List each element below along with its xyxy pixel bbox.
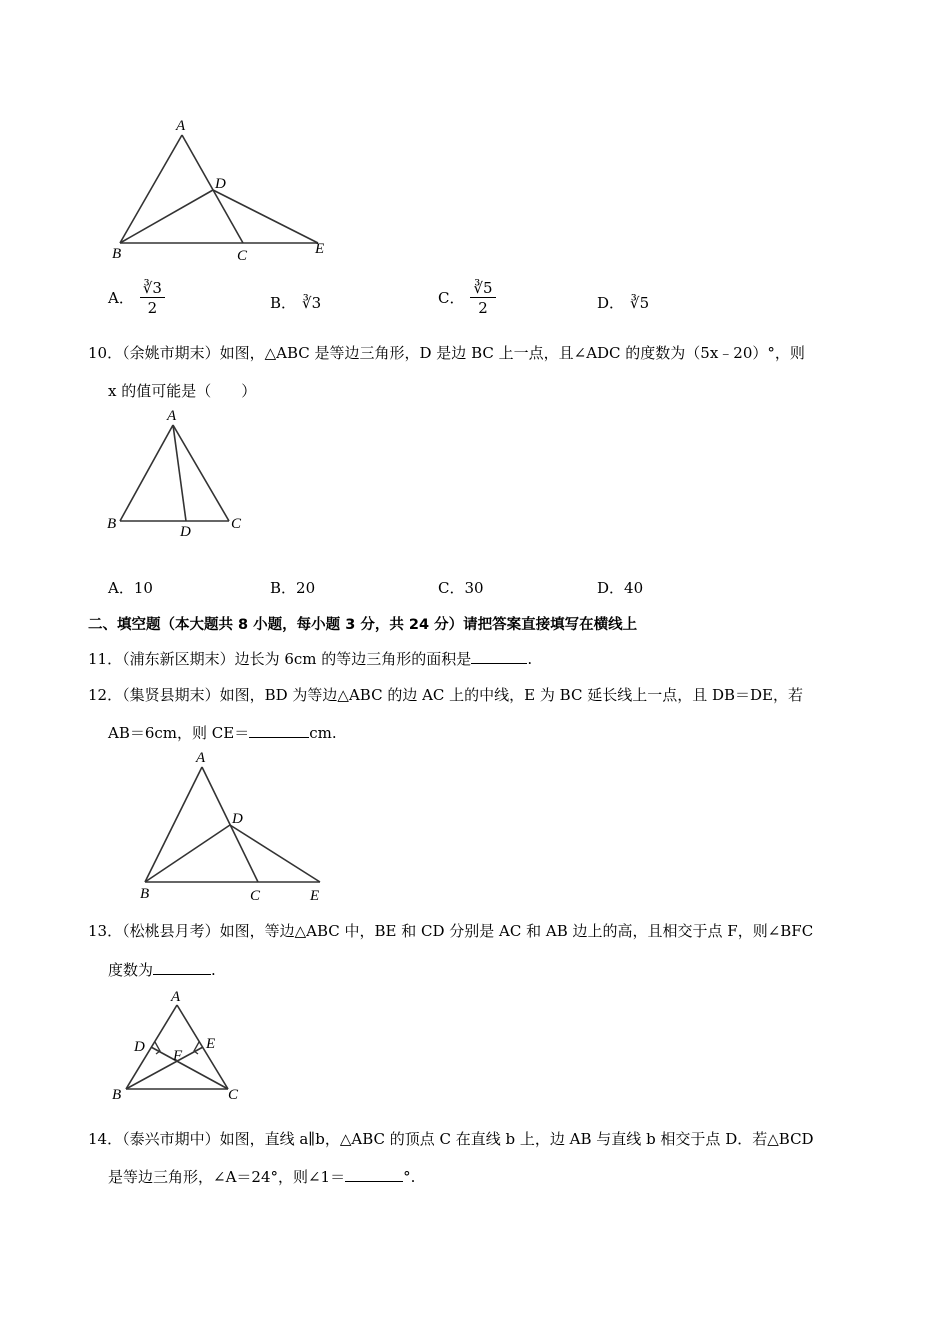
q12-line1: [88, 684, 803, 705]
q12-line2: [108, 722, 337, 743]
q10-segment-ab: [120, 425, 173, 521]
q9-option-d-value: ∛5: [630, 294, 650, 312]
q11-number: 11．: [88, 650, 123, 668]
q12-figure: [130, 745, 330, 910]
q13-text-line1: （松桃县月考）如图，等边△ABC 中，BE 和 CD 分别是 AC 和 AB 边上的高，且相交于点 F，则∠BFC: [122, 922, 814, 940]
q12-segment-bd: [145, 825, 230, 882]
q9-segment-ab: [120, 135, 182, 243]
q10-line1: [88, 342, 805, 363]
q9-option-c: C． $\frac{∛5}{2}$: [438, 280, 496, 318]
q14-number: 14．: [88, 1130, 123, 1148]
q12-label-d: D: [232, 811, 243, 827]
q10-option-b: B．20: [270, 579, 316, 597]
q13-figure: [100, 985, 260, 1110]
q10-label-a: A: [167, 408, 177, 424]
q13-segment-cd: [151, 1047, 228, 1089]
q9-option-b: B． ∛3: [270, 294, 322, 312]
q13-label-d: D: [134, 1039, 145, 1055]
q10-label-d: D: [180, 524, 191, 540]
q12-answer-blank[interactable]: [249, 725, 309, 738]
q10-number: 10．: [88, 344, 123, 362]
q13-label-b: B: [112, 1087, 122, 1103]
q13-answer-blank[interactable]: [153, 962, 211, 975]
section2-heading: 二、填空题（本大题共 8 小题，每小题 3 分，共 24 分）请把答案直接填写在横线上: [88, 617, 638, 633]
q9-segment-ac: [182, 135, 243, 243]
q9-option-c-denominator: 2: [478, 299, 488, 318]
q13-text-line2-b: .: [211, 961, 216, 979]
q10-label-c: C: [231, 516, 242, 532]
q11-answer-blank[interactable]: [471, 651, 527, 664]
q13-right-angle-d: [155, 1042, 160, 1054]
q10-option-c: C．30: [438, 579, 484, 597]
q12-text-line2-a: AB＝6cm，则 CE＝: [108, 724, 250, 742]
q12-segment-ac: [202, 767, 258, 882]
q10-text-line2: x 的值可能是（ ）: [108, 382, 257, 400]
q13-right-angle-e: [194, 1042, 199, 1054]
q11-end: .: [527, 650, 533, 668]
q10-figure: [100, 400, 260, 545]
q10-option-a: A．10: [108, 579, 153, 597]
q10-segment-ad: [173, 425, 186, 521]
q13-line1: [88, 920, 813, 941]
q13-label-c: C: [228, 1087, 239, 1103]
q10-option-d: D．40: [597, 579, 644, 597]
q13-number: 13．: [88, 922, 123, 940]
q13-line2: [108, 959, 216, 980]
q14-text-line1: （泰兴市期中）如图，直线 a∥b，△ABC 的顶点 C 在直线 b 上，边 AB 与直线 b 相交于点 D．若△BCD: [122, 1130, 814, 1148]
q12-label-c: C: [250, 888, 261, 904]
q10-text-line1: （余姚市期末）如图，△ABC 是等边三角形，D 是边 BC 上一点，且∠ADC 的度数为（5x﹣20）°，则: [122, 344, 805, 362]
q9-option-a-denominator: 2: [147, 299, 158, 318]
q11-text: （浦东新区期末）边长为 6cm 的等边三角形的面积是: [122, 650, 472, 668]
q9-label-a: A: [176, 118, 186, 134]
q9-option-a-numerator: ∛3: [140, 280, 165, 298]
q9-option-a: A． $\frac{∛3}{2}$: [108, 280, 165, 318]
q10-segment-ac: [173, 425, 229, 521]
q14-answer-blank[interactable]: [345, 1169, 403, 1182]
q13-label-a: A: [171, 989, 181, 1005]
q13-label-e: E: [206, 1036, 216, 1052]
q12-label-e: E: [310, 888, 320, 904]
q9-label-e: E: [315, 241, 325, 257]
q14-text-line2-a: 是等边三角形，∠A＝24°，则∠1＝: [108, 1168, 346, 1186]
q9-option-d: D． ∛5: [597, 294, 650, 312]
q9-figure: [100, 110, 340, 270]
q9-label-b: B: [112, 246, 122, 262]
q11-line: [88, 648, 532, 669]
q12-label-b: B: [140, 886, 150, 902]
q12-segment-ab: [145, 767, 202, 882]
q14-text-line2-b: °.: [403, 1168, 416, 1186]
q12-text-line2-b: cm.: [309, 724, 337, 742]
q12-number: 12．: [88, 686, 123, 704]
q12-text-line1: （集贤县期末）如图，BD 为等边△ABC 的边 AC 上的中线，E 为 BC 延长线上一点，且 DB＝DE，若: [122, 686, 804, 704]
q14-line1: [88, 1128, 814, 1149]
q9-option-b-value: ∛3: [302, 294, 322, 312]
q14-line2: [108, 1166, 415, 1187]
q10-label-b: B: [107, 516, 117, 532]
q13-text-line2-a: 度数为: [108, 961, 154, 979]
q9-option-c-numerator: ∛5: [470, 280, 495, 298]
q9-label-d: D: [215, 176, 226, 192]
q9-label-c: C: [237, 248, 248, 264]
q13-label-f: F: [173, 1048, 183, 1064]
q12-label-a: A: [196, 750, 206, 766]
q9-segment-bd: [120, 190, 213, 243]
